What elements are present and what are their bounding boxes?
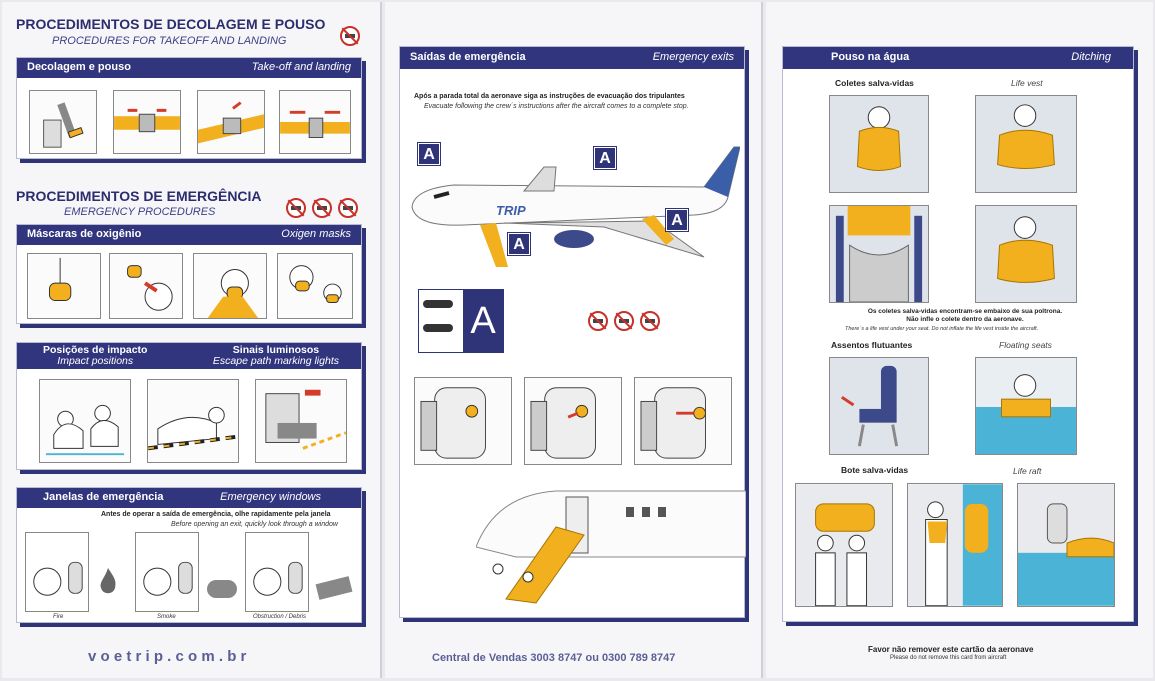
- seatbelt-release-illustration: [279, 90, 351, 154]
- emergency-subtitle: EMERGENCY PROCEDURES: [64, 206, 216, 218]
- raft-label-en: Life raft: [1013, 466, 1042, 476]
- vest-note-en: There´s a life vest under your seat. Do not inflate the life vest inside the aircraft.: [845, 326, 1039, 332]
- impact-label-en: Impact positions: [57, 355, 134, 367]
- smoke-label-en: Smoke: [157, 614, 176, 620]
- no-baggage-icon: [312, 198, 332, 218]
- emergency-exits-bar: [400, 47, 744, 69]
- smoke-icon: [207, 580, 237, 598]
- takeoff-label-en: Take-off and landing: [251, 61, 351, 73]
- obstruction-window-illustration: [245, 532, 309, 612]
- exit-placard-plane-icon: [423, 300, 453, 308]
- impact-label-pt: Posições de impacto: [43, 344, 148, 356]
- website-footer: v o e t r i p . c o m . b r: [88, 648, 247, 665]
- seat-upright-illustration: [29, 90, 97, 154]
- mask-wear-illustration: [193, 253, 267, 319]
- exit-sign-front-right: A: [508, 233, 530, 255]
- raft-deploy-illustration: [907, 483, 1003, 607]
- brace-position-illustration: [39, 379, 131, 463]
- door-step1-illustration: [414, 377, 512, 465]
- emergency-windows-box: [16, 487, 362, 623]
- no-smoking-icon: [588, 311, 608, 331]
- exit-sign-front-left: A: [418, 143, 440, 165]
- emergency-windows-bar: [17, 488, 361, 508]
- exit-placard-plane-icon: [423, 324, 453, 332]
- door-step3-illustration: [634, 377, 732, 465]
- card-removal-note-pt: Favor não remover este cartão da aeronave: [868, 645, 1034, 654]
- lights-label-en: Escape path marking lights: [212, 355, 339, 367]
- exit-placard: [418, 289, 504, 353]
- exits-label-pt: Saídas de emergência: [410, 51, 526, 63]
- takeoff-landing-box: [16, 57, 362, 159]
- floor-lights-illustration: [255, 379, 347, 463]
- middle-panel: [385, 2, 763, 678]
- oxygen-masks-bar: [17, 225, 361, 245]
- ditching-bar: [783, 47, 1133, 69]
- seats-label-pt: Assentos flutuantes: [831, 340, 913, 350]
- no-smoking-icon: [286, 198, 306, 218]
- masks-label-pt: Máscaras de oxigênio: [27, 228, 142, 240]
- impact-lights-bar: [17, 343, 361, 369]
- floating-seat-water-illustration: [975, 357, 1077, 455]
- ditching-box: [782, 46, 1134, 622]
- exits-instruction-en: Evacuate following the crew´s instructions after the aircraft comes to a complete stop.: [424, 103, 689, 110]
- fire-window-illustration: [25, 532, 89, 612]
- masks-label-en: Oxigen masks: [281, 228, 351, 240]
- smoke-window-illustration: [135, 532, 199, 612]
- emergency-title: PROCEDIMENTOS DE EMERGÊNCIA: [16, 188, 262, 204]
- exit-sign-rear-right: A: [666, 209, 688, 231]
- no-high-heels-icon: [640, 311, 660, 331]
- fire-icon: [97, 568, 119, 596]
- no-baggage-icon: [614, 311, 634, 331]
- seatbelt-tighten-illustration: [197, 90, 265, 154]
- lights-label-pt: Sinais luminosos: [232, 344, 320, 356]
- seatbelt-fasten-illustration: [113, 90, 181, 154]
- mask-pull-illustration: [109, 253, 183, 319]
- vest-put-on-illustration: [829, 95, 929, 193]
- seats-label-en: Floating seats: [999, 340, 1052, 350]
- takeoff-label-pt: Decolagem e pouso: [27, 61, 131, 73]
- vest-worn-illustration: [975, 95, 1077, 193]
- crawl-lights-illustration: [147, 379, 239, 463]
- fire-label-en: Fire: [53, 614, 64, 620]
- exits-label-en: Emergency exits: [652, 51, 734, 63]
- emergency-exits-box: [399, 46, 745, 618]
- takeoff-landing-bar: [17, 58, 361, 78]
- airplane-illustration: [404, 127, 740, 267]
- mask-drop-illustration: [27, 253, 101, 319]
- airline-logo: TRIP: [496, 203, 526, 218]
- no-high-heels-icon: [338, 198, 358, 218]
- raft-water-illustration: [1017, 483, 1115, 607]
- ditching-label-pt: Pouso na água: [831, 51, 910, 63]
- no-smoking-icon: [340, 26, 360, 46]
- floating-seat-illustration: [829, 357, 929, 455]
- raft-label-pt: Bote salva-vidas: [841, 465, 909, 475]
- vest-strap-illustration: [829, 205, 929, 303]
- evacuation-slide-illustration: [476, 487, 746, 611]
- windows-instruction-pt: Antes de operar a saída de emergência, olhe rapidamente pela janela: [101, 511, 331, 518]
- takeoff-landing-title: PROCEDIMENTOS DE DECOLAGEM E POUSO: [16, 16, 326, 32]
- windows-label-pt: Janelas de emergência: [43, 491, 164, 503]
- windows-instruction-en: Before opening an exit, quickly look through a window: [171, 521, 338, 528]
- obstruction-label-en: Obstruction / Debris: [253, 614, 307, 620]
- impact-lights-box: [16, 342, 362, 470]
- door-step2-illustration: [524, 377, 622, 465]
- exit-placard-letter: A: [463, 290, 503, 352]
- right-panel: [766, 2, 1153, 678]
- exits-instruction-pt: Após a parada total da aeronave siga as instruções de evacuação dos tripulantes: [414, 93, 685, 100]
- raft-carry-illustration: [795, 483, 893, 607]
- vest-inflate-illustration: [975, 205, 1077, 303]
- vest-label-pt: Coletes salva-vidas: [835, 78, 914, 88]
- windows-label-en: Emergency windows: [220, 491, 321, 503]
- oxygen-masks-box: [16, 224, 362, 324]
- takeoff-landing-subtitle: PROCEDURES FOR TAKEOFF AND LANDING: [52, 35, 287, 47]
- debris-icon: [316, 576, 353, 600]
- exit-sign-rear-left: A: [594, 147, 616, 169]
- vest-note-pt: Os coletes salva-vidas encontram-se embaixo de sua poltrona. Não infle o colete dentro da aeronave.: [867, 308, 1063, 323]
- sales-phone-footer: Central de Vendas 3003 8747 ou 0300 789 8747: [432, 652, 676, 664]
- left-panel: [2, 2, 382, 678]
- card-removal-note-en: Please do not remove this card from aircraft: [890, 655, 1007, 661]
- mask-assist-child-illustration: [277, 253, 353, 319]
- ditching-label-en: Ditching: [1071, 51, 1111, 63]
- vest-label-en: Life vest: [1011, 78, 1043, 88]
